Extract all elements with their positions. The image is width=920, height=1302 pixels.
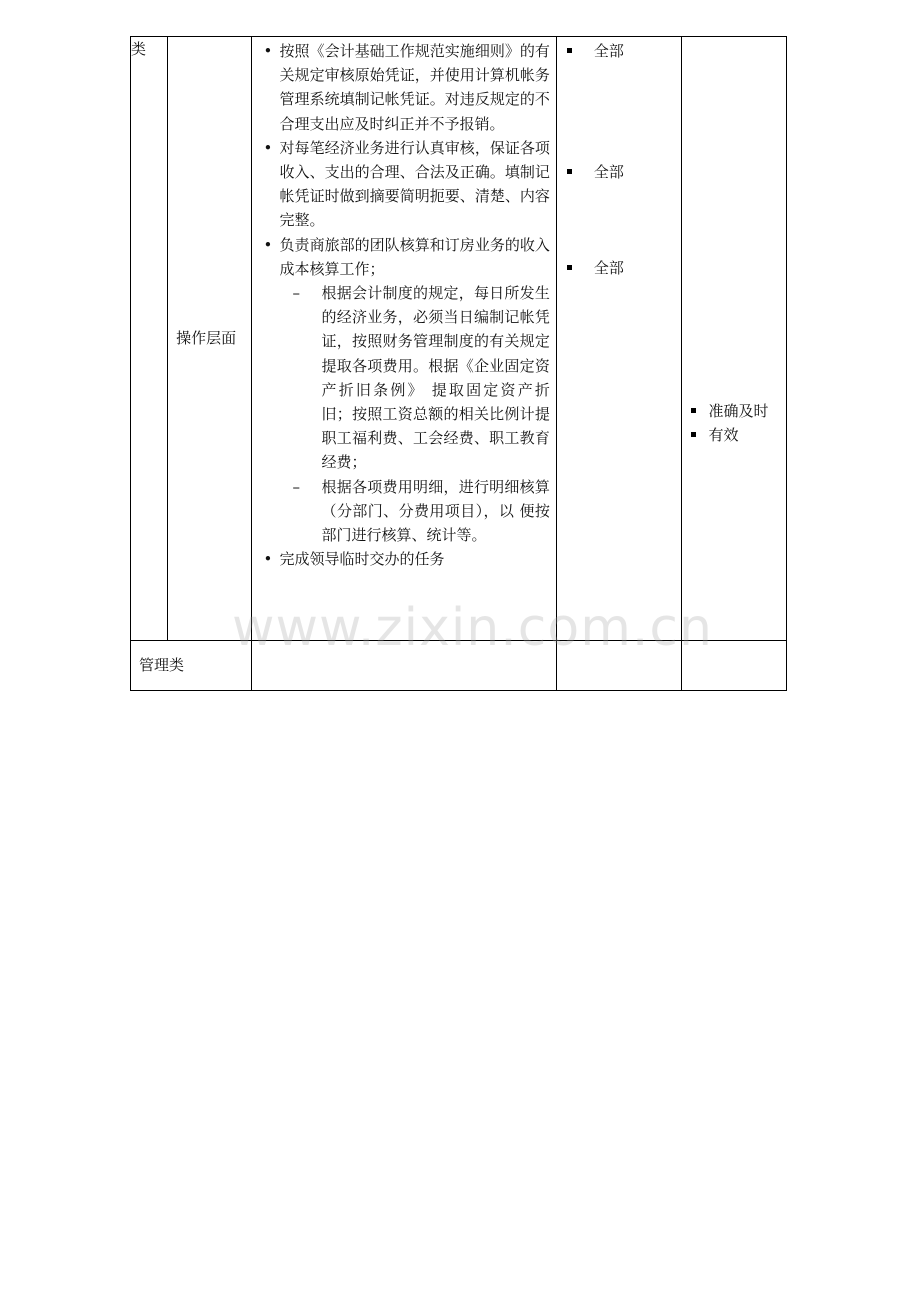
- scope-cell: [556, 37, 682, 641]
- scope-item: [567, 39, 624, 63]
- category-label: 类: [131, 40, 147, 58]
- standard-list: [691, 399, 768, 447]
- scope-item: [567, 256, 624, 280]
- watermark: www.zixin.com.cn: [232, 598, 713, 658]
- level-label: 操作层面: [176, 329, 237, 348]
- empty-cell: [682, 641, 787, 691]
- bullet-icon: •: [263, 550, 273, 569]
- duty-text: 负责商旅部的团队核算和订房业务的收入成本核算工作；: [279, 235, 550, 278]
- standard-text: 有效: [708, 426, 739, 445]
- empty-cell: [251, 641, 556, 691]
- bullet-icon: •: [263, 42, 273, 60]
- duty-item: [262, 233, 550, 281]
- duty-item: [262, 39, 550, 136]
- sub-duty-text: 根据会计制度的规定，每日所发生的经济业务，必须当日编制记帐凭证，按照财务管理制度的有关规定提取各项费用。根据《企业固定资产折旧条例》 提取固定资产折旧；按照工资总额的相关比例计提职工福利费、工会经费、职工教育经费；: [321, 284, 550, 472]
- square-bullet-icon: [567, 265, 572, 270]
- scope-item: [567, 160, 624, 184]
- square-bullet-icon: [567, 48, 572, 53]
- duty-table: [130, 36, 787, 691]
- standard-item: [691, 423, 768, 447]
- duty-text: 完成领导临时交办的任务: [279, 550, 445, 569]
- scope-text: 全部: [593, 259, 624, 277]
- square-bullet-icon: [691, 432, 696, 437]
- level-cell: [168, 37, 251, 641]
- category-cell: [131, 37, 168, 641]
- duty-item: [262, 136, 550, 233]
- duty-cell: [251, 37, 556, 641]
- standard-cell: [682, 37, 787, 641]
- bullet-icon: •: [263, 138, 273, 157]
- scope-text: 全部: [593, 42, 624, 60]
- duty-item: [262, 547, 550, 571]
- bullet-icon: •: [263, 235, 273, 254]
- standard-text: 准确及时: [708, 402, 769, 420]
- square-bullet-icon: [567, 169, 572, 174]
- dash-icon: –: [292, 284, 301, 303]
- standard-item: [691, 399, 768, 423]
- operation-row: [131, 37, 787, 641]
- sub-duty-item: [262, 281, 550, 475]
- square-bullet-icon: [691, 408, 696, 413]
- sub-duty-text: 根据各项费用明细，进行明细核算（分部门、分费用项目），以 便按部门进行核算、统计等。: [321, 477, 550, 545]
- duty-text: 按照《会计基础工作规范实施细则》的有关规定审核原始凭证，并使用计算机帐务管理系统填制记帐凭证。对违反规定的不合理支出应及时纠正并不予报销。: [279, 42, 550, 133]
- sub-duty-item: [262, 475, 550, 548]
- empty-cell: [556, 641, 682, 691]
- scope-text: 全部: [593, 163, 624, 181]
- management-label: 管理类: [139, 656, 185, 675]
- duty-text: 对每笔经济业务进行认真审核，保证各项收入、支出的合理、合法及正确。填制记帐凭证时做到摘要简明扼要、清楚、内容完整。: [279, 138, 550, 230]
- management-row: [131, 641, 787, 691]
- management-cell: [131, 641, 252, 691]
- dash-icon: –: [292, 477, 301, 496]
